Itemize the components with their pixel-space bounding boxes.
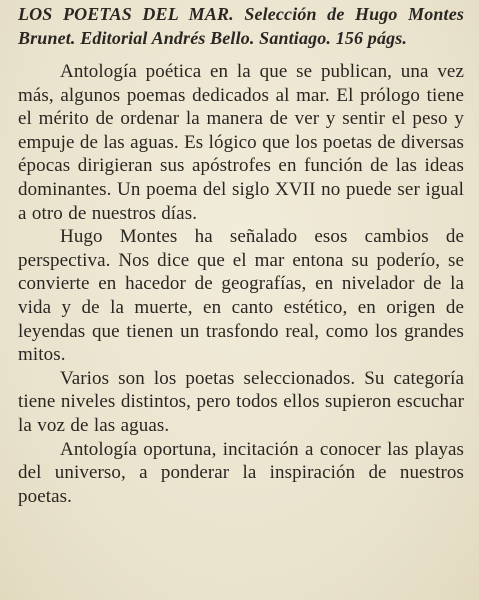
book-citation <box>18 2 464 50</box>
book-details: Selección de Hugo Montes Brunet. Editorial Andrés Bello. Santiago. 156 págs. <box>18 4 464 48</box>
review-paragraph-4: Antología oportuna, incitación a conocer las playas del universo, a ponderar la inspiración de nuestros poetas. <box>18 438 464 507</box>
book-title: LOS POETAS DEL MAR. <box>18 4 234 24</box>
review-paragraph-2: Hugo Montes ha señalado esos cambios de perspectiva. Nos dice que el mar entona su poderío, se convierte en hacedor de geografías, en nivelador de la vida y de la muerte, en canto estético, en origen de leyendas que tienen un trasfondo real, como los grandes mitos. <box>18 226 464 366</box>
review-paragraph-3: Varios son los poetas seleccionados. Su categoría tiene niveles distintos, pero todos ellos supieron escuchar la voz de las aguas. <box>18 367 464 436</box>
review-paragraph-1: Antología poética en la que se publican, una vez más, algunos poemas dedicados al mar. El prólogo tiene el mérito de ordenar la manera de ver y sentir el peso y empuje de las aguas. Es lógico que los poetas de diversas épocas dirigieran sus apóstrofes en función de las ideas dominantes. Un poema del siglo XVII no puede ser igual a otro de nuestros días. <box>18 61 465 224</box>
book-review-article <box>18 2 464 508</box>
